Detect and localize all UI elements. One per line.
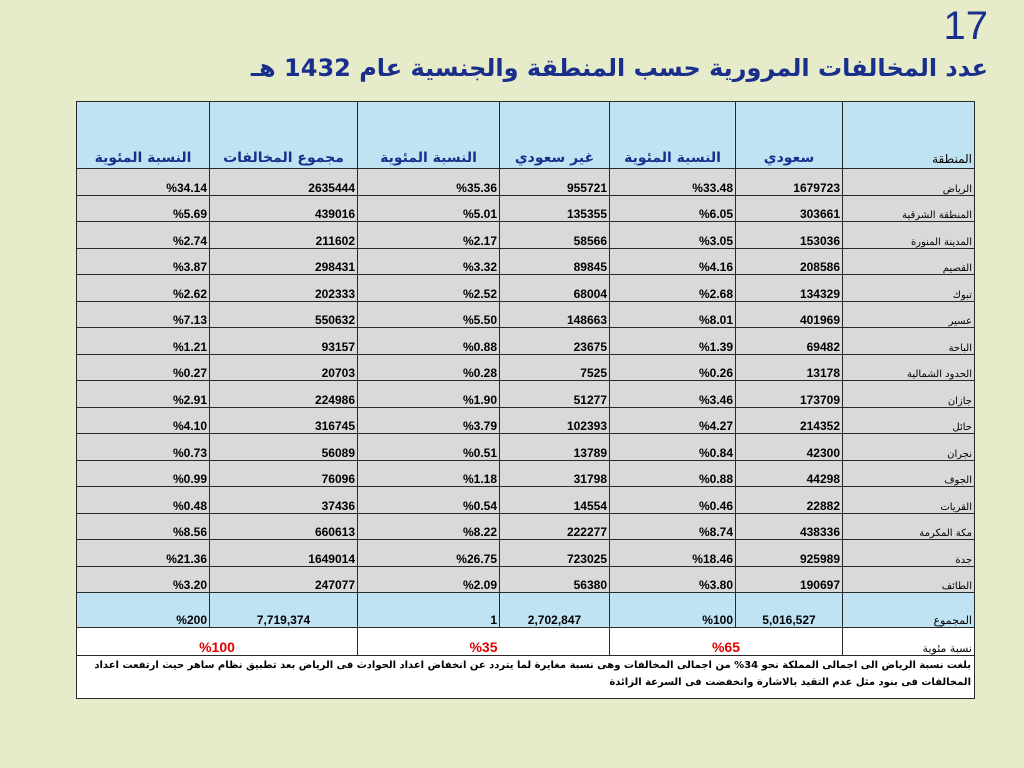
table-row [77,460,975,487]
header-region: المنطقة [843,102,975,169]
note-text: بلغت نسبة الرياض الى اجمالى المملكة نحو 34% من اجمالى المخالفات وهى نسبة مغايرة لما يتردد عن انخفاض اعداد الحوادث فى الرياض بعد تطبيق نظام ساهر حيث ارتفعت اعداد المخالفات فى بنود مثل عدم التقيد بالاشارة وانخفضت فى السرعة الزائدة [77,656,975,699]
table-body [77,102,975,699]
page-title: عدد المخالفات المرورية حسب المنطقة والجنسية عام 1432 هـ [250,54,988,82]
cell-region: عسير [843,301,975,328]
cell-saudi: 134329 [736,275,843,302]
cell-saudi: 190697 [736,566,843,593]
cell-saudi-pct: %0.46 [610,487,736,514]
cell-non-saudi-pct: %0.51 [358,434,500,461]
cell-region: القصيم [843,248,975,275]
cell-total-pct: %2.74 [77,222,210,249]
cell-total: 660613 [210,513,358,540]
cell-non-saudi: 31798 [500,460,610,487]
cell-non-saudi: 56380 [500,566,610,593]
cell-non-saudi-pct: %0.28 [358,354,500,381]
cell-total: 439016 [210,195,358,222]
pct-region: نسبة مئوية [843,628,975,656]
cell-total-pct: %8.56 [77,513,210,540]
cell-saudi-pct: %6.05 [610,195,736,222]
cell-total-pct: %0.73 [77,434,210,461]
cell-saudi-pct: %33.48 [610,169,736,196]
total-saudi-pct: %100 [610,593,736,628]
cell-region: نجران [843,434,975,461]
cell-total: 56089 [210,434,358,461]
cell-saudi: 214352 [736,407,843,434]
percentage-row [77,628,975,656]
total-total-pct: %200 [77,593,210,628]
cell-saudi-pct: %3.05 [610,222,736,249]
cell-region: جدة [843,540,975,567]
cell-total-pct: %3.20 [77,566,210,593]
header-total: مجموع المخالفات [210,102,358,169]
cell-total-pct: %4.10 [77,407,210,434]
cell-non-saudi: 7525 [500,354,610,381]
cell-saudi: 401969 [736,301,843,328]
violations-table [76,101,975,699]
cell-saudi-pct: %4.27 [610,407,736,434]
table-row [77,248,975,275]
cell-saudi: 1679723 [736,169,843,196]
table-row [77,566,975,593]
cell-saudi: 42300 [736,434,843,461]
cell-non-saudi-pct: %2.17 [358,222,500,249]
cell-total: 93157 [210,328,358,355]
table-row [77,513,975,540]
cell-non-saudi: 23675 [500,328,610,355]
table-row [77,540,975,567]
cell-non-saudi: 222277 [500,513,610,540]
cell-total: 247077 [210,566,358,593]
table-row [77,195,975,222]
total-region: المجموع [843,593,975,628]
note-row [77,656,975,699]
cell-total-pct: %7.13 [77,301,210,328]
cell-total: 211602 [210,222,358,249]
cell-total: 224986 [210,381,358,408]
cell-total: 316745 [210,407,358,434]
cell-total-pct: %21.36 [77,540,210,567]
cell-non-saudi-pct: %26.75 [358,540,500,567]
cell-non-saudi: 68004 [500,275,610,302]
cell-saudi-pct: %8.74 [610,513,736,540]
cell-non-saudi-pct: %3.79 [358,407,500,434]
cell-region: الباحة [843,328,975,355]
cell-region: الطائف [843,566,975,593]
cell-region: المدينة المنورة [843,222,975,249]
header-row [77,102,975,169]
slide-number: 17 [943,4,988,48]
header-saudi: سعودي [736,102,843,169]
cell-total-pct: %2.62 [77,275,210,302]
cell-non-saudi: 13789 [500,434,610,461]
cell-total-pct: %5.69 [77,195,210,222]
cell-saudi: 173709 [736,381,843,408]
total-non-saudi: 2,702,847 [500,593,610,628]
cell-region: جازان [843,381,975,408]
cell-saudi-pct: %1.39 [610,328,736,355]
cell-non-saudi: 102393 [500,407,610,434]
table-row [77,407,975,434]
cell-region: الجوف [843,460,975,487]
cell-saudi: 22882 [736,487,843,514]
cell-total: 1649014 [210,540,358,567]
table-row [77,354,975,381]
cell-non-saudi: 58566 [500,222,610,249]
totals-row [77,593,975,628]
cell-non-saudi-pct: %8.22 [358,513,500,540]
header-non-saudi: غير سعودي [500,102,610,169]
cell-total: 37436 [210,487,358,514]
cell-total-pct: %2.91 [77,381,210,408]
total-saudi: 5,016,527 [736,593,843,628]
cell-non-saudi: 955721 [500,169,610,196]
cell-region: مكة المكرمة [843,513,975,540]
cell-non-saudi-pct: %5.01 [358,195,500,222]
cell-saudi-pct: %0.84 [610,434,736,461]
cell-total-pct: %3.87 [77,248,210,275]
cell-non-saudi-pct: %35.36 [358,169,500,196]
cell-saudi-pct: %0.88 [610,460,736,487]
cell-non-saudi-pct: %0.54 [358,487,500,514]
cell-non-saudi-pct: %2.52 [358,275,500,302]
cell-saudi-pct: %4.16 [610,248,736,275]
cell-non-saudi: 723025 [500,540,610,567]
cell-total-pct: %34.14 [77,169,210,196]
table-row [77,222,975,249]
total-total: 7,719,374 [210,593,358,628]
cell-saudi-pct: %8.01 [610,301,736,328]
table-row [77,301,975,328]
cell-saudi: 208586 [736,248,843,275]
cell-non-saudi-pct: %5.50 [358,301,500,328]
cell-non-saudi-pct: %3.32 [358,248,500,275]
cell-saudi: 438336 [736,513,843,540]
table-row [77,328,975,355]
pct-total: %100 [77,628,358,656]
cell-total-pct: %0.48 [77,487,210,514]
cell-saudi: 925989 [736,540,843,567]
cell-non-saudi-pct: %0.88 [358,328,500,355]
cell-non-saudi: 89845 [500,248,610,275]
header-total-pct: النسبة المئوية [77,102,210,169]
cell-region: القريات [843,487,975,514]
cell-region: تبوك [843,275,975,302]
cell-total: 202333 [210,275,358,302]
cell-total-pct: %1.21 [77,328,210,355]
cell-saudi: 13178 [736,354,843,381]
pct-non-saudi: %35 [358,628,610,656]
pct-saudi: %65 [610,628,843,656]
cell-saudi-pct: %3.80 [610,566,736,593]
cell-saudi-pct: %2.68 [610,275,736,302]
cell-total-pct: %0.99 [77,460,210,487]
header-non-saudi-pct: النسبة المئوية [358,102,500,169]
cell-non-saudi-pct: %2.09 [358,566,500,593]
cell-saudi-pct: %18.46 [610,540,736,567]
cell-non-saudi-pct: %1.90 [358,381,500,408]
cell-saudi: 153036 [736,222,843,249]
total-non-saudi-pct: 1 [358,593,500,628]
table-row [77,275,975,302]
cell-saudi-pct: %0.26 [610,354,736,381]
cell-saudi: 69482 [736,328,843,355]
table-row [77,434,975,461]
table-row [77,169,975,196]
cell-total: 550632 [210,301,358,328]
cell-region: الرياض [843,169,975,196]
header-saudi-pct: النسبة المئوية [610,102,736,169]
cell-saudi-pct: %3.46 [610,381,736,408]
cell-total: 298431 [210,248,358,275]
cell-total-pct: %0.27 [77,354,210,381]
table-row [77,381,975,408]
cell-non-saudi: 135355 [500,195,610,222]
cell-region: الحدود الشمالية [843,354,975,381]
cell-non-saudi: 14554 [500,487,610,514]
cell-region: حائل [843,407,975,434]
cell-non-saudi: 148663 [500,301,610,328]
cell-total: 20703 [210,354,358,381]
cell-total: 76096 [210,460,358,487]
cell-non-saudi-pct: %1.18 [358,460,500,487]
cell-saudi: 303661 [736,195,843,222]
table-row [77,487,975,514]
cell-region: المنطقة الشرقية [843,195,975,222]
cell-saudi: 44298 [736,460,843,487]
cell-total: 2635444 [210,169,358,196]
cell-non-saudi: 51277 [500,381,610,408]
